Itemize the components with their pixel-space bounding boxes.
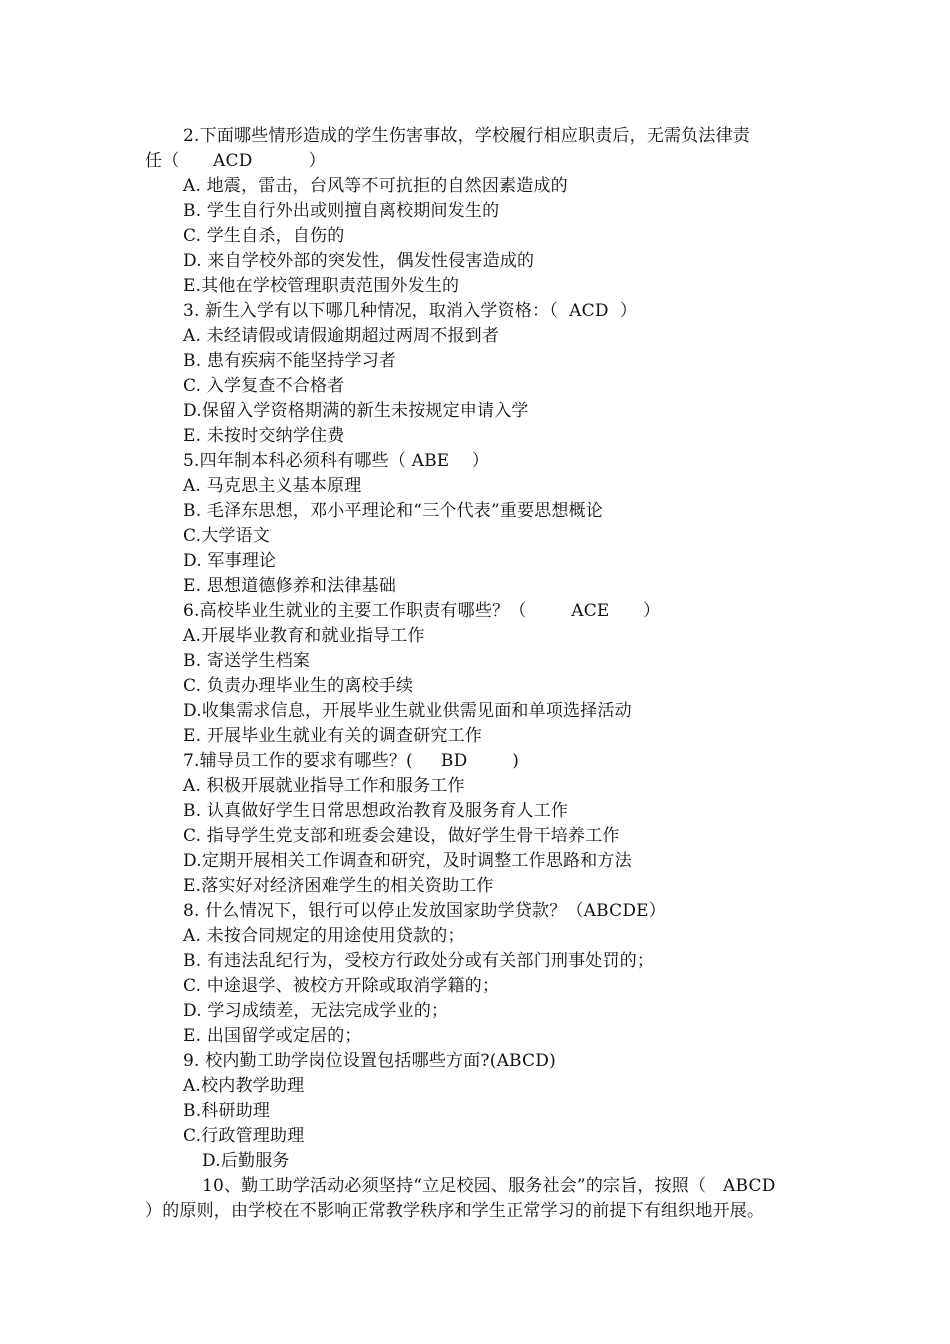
question-2-option-a: A. 地震，雷击，台风等不可抗拒的自然因素造成的: [183, 176, 568, 196]
question-2-answer: 任（ ACD ）: [145, 151, 326, 171]
question-8-stem: 8. 什么情况下，银行可以停止发放国家助学贷款？（ABCDE）: [183, 901, 666, 921]
question-9-option-d: D.后勤服务: [202, 1151, 290, 1171]
question-2-option-b: B. 学生自行外出或则擅自离校期间发生的: [183, 201, 500, 221]
question-5-option-a: A. 马克思主义基本原理: [183, 476, 362, 496]
question-7-option-a: A. 积极开展就业指导工作和服务工作: [183, 776, 465, 796]
question-8-option-b: B. 有违法乱纪行为，受校方行政处分或有关部门刑事处罚的；: [183, 951, 655, 971]
question-7-option-c: C. 指导学生党支部和班委会建设，做好学生骨干培养工作: [183, 826, 620, 846]
question-6-option-e: E. 开展毕业生就业有关的调查研究工作: [183, 726, 483, 746]
question-6-option-a: A.开展毕业教育和就业指导工作: [183, 626, 425, 646]
question-7-option-e: E.落实好对经济困难学生的相关资助工作: [183, 876, 494, 896]
question-9-option-c: C.行政管理助理: [183, 1126, 305, 1146]
question-7-option-b: B. 认真做好学生日常思想政治教育及服务育人工作: [183, 801, 569, 821]
question-8-option-a: A. 未按合同规定的用途使用贷款的；: [183, 926, 465, 946]
question-6-option-b: B. 寄送学生档案: [183, 651, 311, 671]
question-9-option-a: A.校内教学助理: [183, 1076, 305, 1096]
question-6-stem: 6.高校毕业生就业的主要工作职责有哪些？（ ACE ）: [183, 601, 661, 621]
question-8-option-e: E. 出国留学或定居的；: [183, 1026, 362, 1046]
question-3-option-e: E. 未按时交纳学住费: [183, 426, 345, 446]
question-7-stem: 7.辅导员工作的要求有哪些？( BD ): [183, 751, 520, 771]
question-2-stem: 2.下面哪些情形造成的学生伤害事故，学校履行相应职责后，无需负法律责: [183, 126, 751, 146]
question-3-stem: 3. 新生入学有以下哪几种情况，取消入学资格：（ ACD ）: [183, 301, 638, 321]
question-10-stem: 10、勤工助学活动必须坚持“立足校园、服务社会”的宗旨，按照（ ABCD: [202, 1176, 776, 1196]
question-5-option-c: C.大学语文: [183, 526, 271, 546]
question-8-option-c: C. 中途退学、被校方开除或取消学籍的；: [183, 976, 500, 996]
question-9-option-b: B.科研助理: [183, 1101, 271, 1121]
question-6-option-c: C. 负责办理毕业生的离校手续: [183, 676, 414, 696]
question-5-option-b: B. 毛泽东思想，邓小平理论和“三个代表”重要思想概论: [183, 501, 604, 521]
question-5-option-d: D. 军事理论: [183, 551, 277, 571]
question-3-option-a: A. 未经请假或请假逾期超过两周不报到者: [183, 326, 500, 346]
question-9-stem: 9. 校内勤工助学岗位设置包括哪些方面?(ABCD): [183, 1051, 556, 1071]
question-10-continuation: ）的原则，由学校在不影响正常教学秩序和学生正常学习的前提下有组织地开展。: [145, 1201, 765, 1221]
question-3-option-b: B. 患有疾病不能坚持学习者: [183, 351, 397, 371]
question-5-stem: 5.四年制本科必须科有哪些（ ABE ）: [183, 451, 490, 471]
question-2-option-e: E.其他在学校管理职责范围外发生的: [183, 276, 460, 296]
question-3-option-c: C. 入学复查不合格者: [183, 376, 345, 396]
question-7-option-d: D.定期开展相关工作调查和研究，及时调整工作思路和方法: [183, 851, 632, 871]
question-6-option-d: D.收集需求信息，开展毕业生就业供需见面和单项选择活动: [183, 701, 632, 721]
question-8-option-d: D. 学习成绩差，无法完成学业的；: [183, 1001, 449, 1021]
question-2-option-c: C. 学生自杀，自伤的: [183, 226, 345, 246]
question-2-option-d: D. 来自学校外部的突发性，偶发性侵害造成的: [183, 251, 535, 271]
question-5-option-e: E. 思想道德修养和法律基础: [183, 576, 397, 596]
question-3-option-d: D.保留入学资格期满的新生未按规定申请入学: [183, 401, 529, 421]
